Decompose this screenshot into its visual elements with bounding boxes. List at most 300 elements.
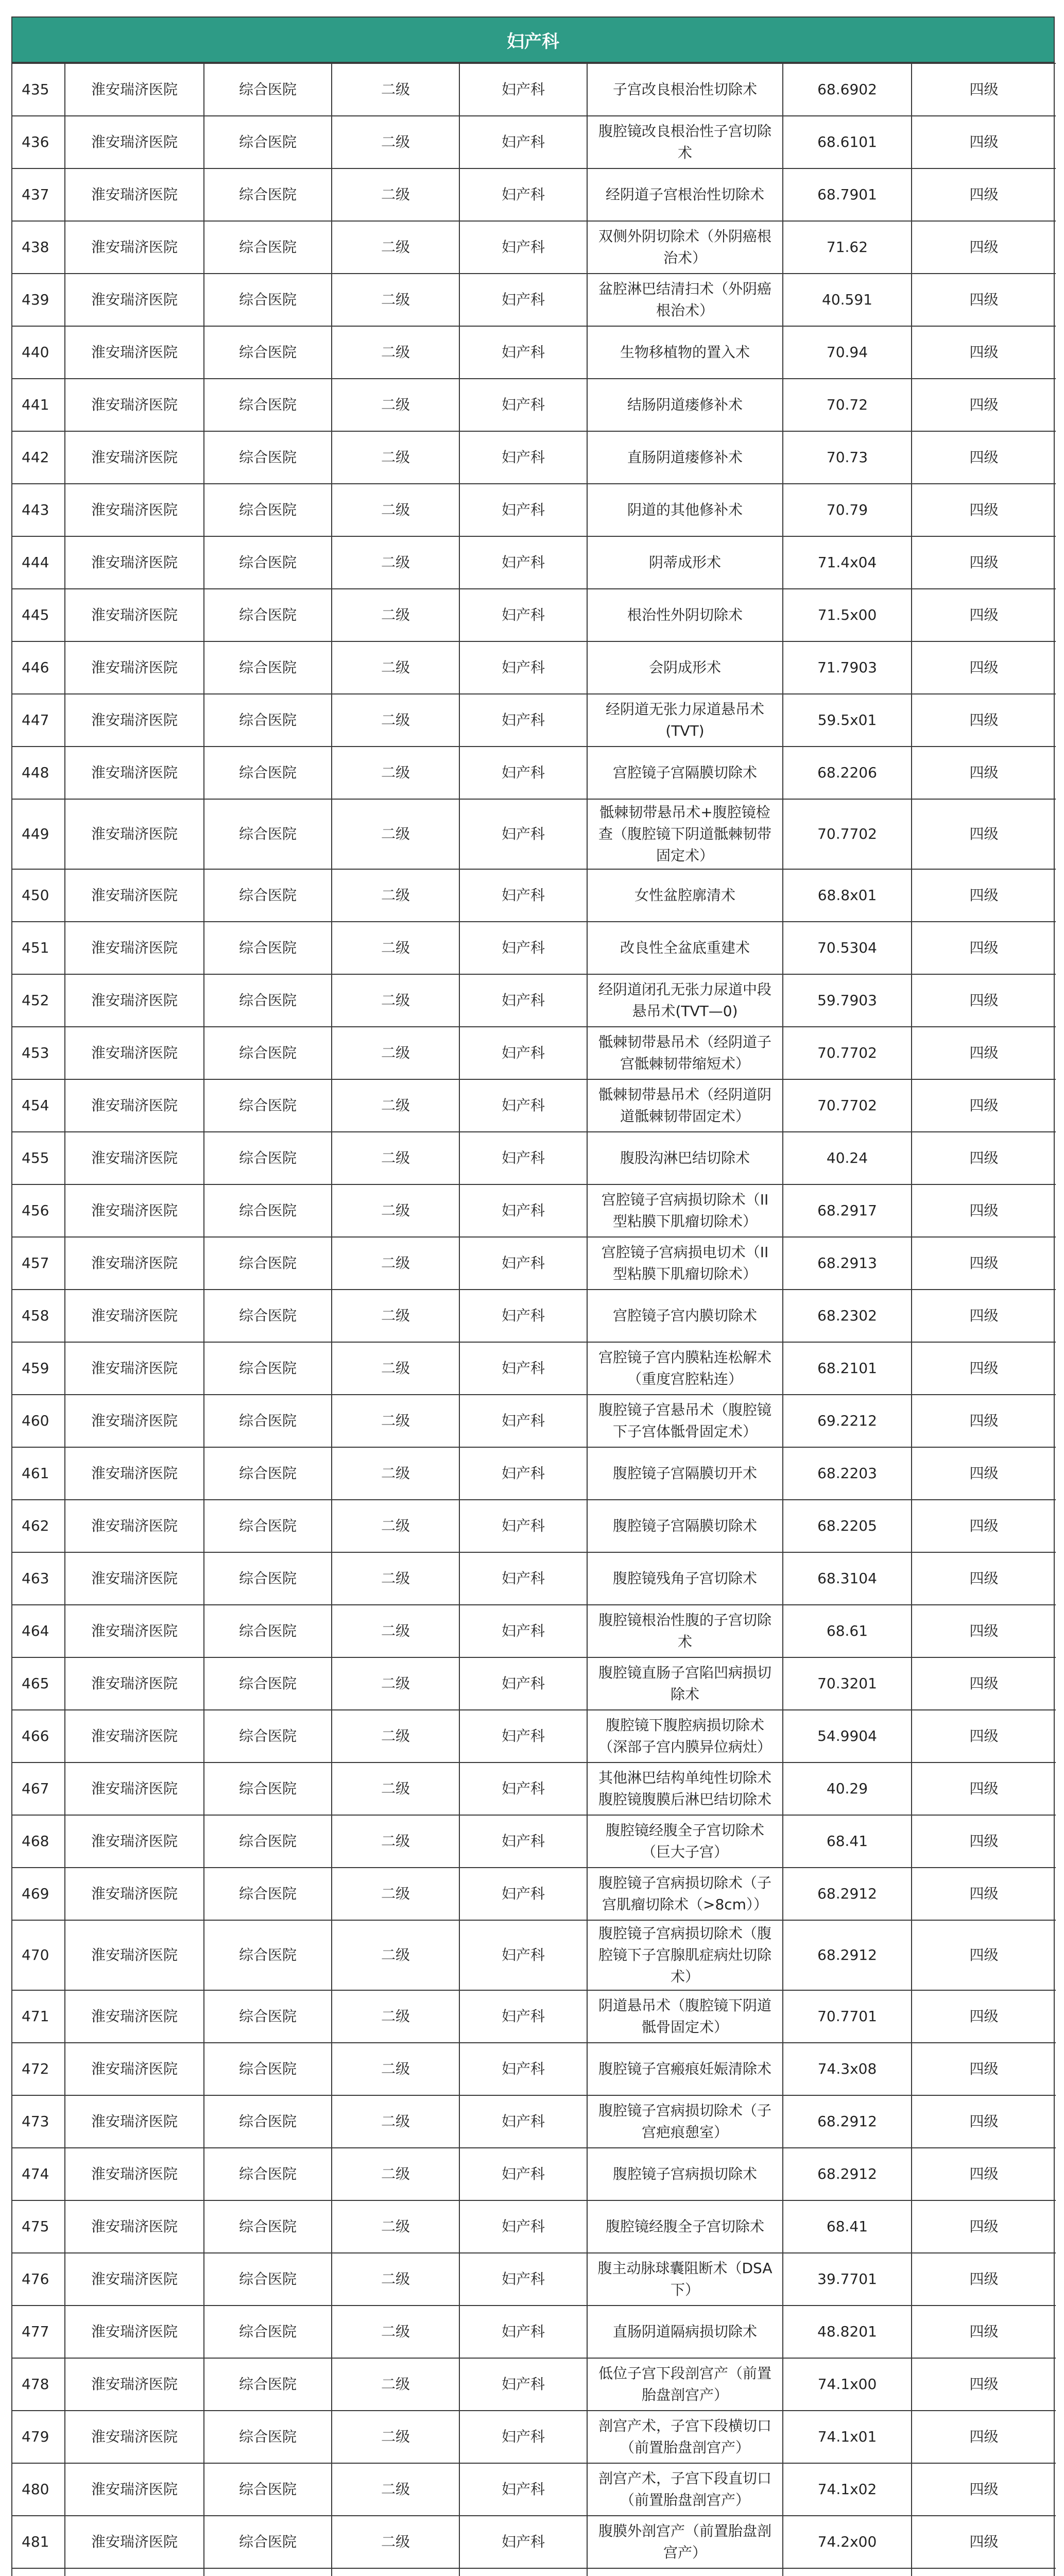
department-cell: 妇产科 [459, 589, 587, 641]
procedure-code-cell: 70.79 [783, 484, 912, 536]
hospital-type-cell: 综合医院 [204, 2095, 332, 2148]
hospital-type-cell: 综合医院 [204, 1920, 332, 1990]
row-number-cell: 443 [12, 484, 65, 536]
hospital-grade-cell: 二级 [332, 1184, 459, 1237]
department-cell: 妇产科 [459, 1184, 587, 1237]
procedure-name-cell: 腹腔镜残角子宫切除术 [587, 1552, 783, 1605]
hospital-name-cell: 淮安瑞济医院 [65, 379, 204, 431]
hospital-type-cell: 综合医院 [204, 694, 332, 747]
department-cell: 妇产科 [459, 1447, 587, 1500]
procedure-code-cell: 71.5x00 [783, 589, 912, 641]
table-row [12, 1027, 1056, 1079]
hospital-name-cell: 淮安瑞济医院 [65, 589, 204, 641]
procedure-code-cell: 40.591 [783, 274, 912, 326]
department-cell: 妇产科 [459, 2516, 587, 2568]
hospital-type-cell: 综合医院 [204, 1868, 332, 1920]
department-cell: 妇产科 [459, 1552, 587, 1605]
procedure-level-cell: 四级 [912, 1342, 1056, 1395]
procedure-level-cell: 四级 [912, 484, 1056, 536]
hospital-type-cell: 综合医院 [204, 431, 332, 484]
department-cell: 妇产科 [459, 1990, 587, 2043]
procedure-name-cell: 骶棘韧带悬吊术（经阴道子宫骶棘韧带缩短术） [587, 1027, 783, 1079]
table-row [12, 2200, 1056, 2253]
procedure-code-cell: 71.7903 [783, 641, 912, 694]
hospital-name-cell: 淮安瑞济医院 [65, 1605, 204, 1657]
row-number-cell: 477 [12, 2306, 65, 2358]
department-cell [459, 2568, 587, 2576]
procedure-name-cell: 阴道悬吊术（腹腔镜下阴道骶骨固定术） [587, 1990, 783, 2043]
department-cell: 妇产科 [459, 1762, 587, 1815]
department-cell: 妇产科 [459, 116, 587, 168]
row-number-cell: 436 [12, 116, 65, 168]
procedure-level-cell: 四级 [912, 1184, 1056, 1237]
procedure-name-cell: 结肠阴道瘘修补术 [587, 379, 783, 431]
procedure-level-cell: 四级 [912, 1500, 1056, 1552]
hospital-name-cell: 淮安瑞济医院 [65, 1815, 204, 1868]
table-row [12, 1868, 1056, 1920]
hospital-grade-cell: 二级 [332, 326, 459, 379]
procedure-level-cell: 四级 [912, 1237, 1056, 1290]
row-number-cell: 468 [12, 1815, 65, 1868]
row-number-cell [12, 2568, 65, 2576]
hospital-type-cell: 综合医院 [204, 1290, 332, 1342]
row-number-cell: 476 [12, 2253, 65, 2306]
procedure-name-cell: 腹腔镜经腹全子宫切除术（巨大子宫） [587, 1815, 783, 1868]
department-cell: 妇产科 [459, 922, 587, 974]
table-row [12, 1132, 1056, 1184]
row-number-cell: 462 [12, 1500, 65, 1552]
hospital-type-cell: 综合医院 [204, 168, 332, 221]
department-cell: 妇产科 [459, 694, 587, 747]
hospital-grade-cell: 二级 [332, 2516, 459, 2568]
hospital-type-cell: 综合医院 [204, 1027, 332, 1079]
procedure-code-cell: 70.5304 [783, 922, 912, 974]
table-row [12, 1605, 1056, 1657]
row-number-cell: 463 [12, 1552, 65, 1605]
hospital-grade-cell: 二级 [332, 1762, 459, 1815]
row-number-cell: 470 [12, 1920, 65, 1990]
hospital-grade-cell: 二级 [332, 799, 459, 869]
procedure-name-cell: 宫腔镜子宫内膜粘连松解术（重度宫腔粘连） [587, 1342, 783, 1395]
hospital-name-cell: 淮安瑞济医院 [65, 641, 204, 694]
hospital-grade-cell: 二级 [332, 379, 459, 431]
department-cell: 妇产科 [459, 799, 587, 869]
procedure-level-cell: 四级 [912, 2095, 1056, 2148]
hospital-type-cell: 综合医院 [204, 2463, 332, 2516]
procedure-name-cell: 腹腔镜子宫病损切除术（子宫疤痕憩室） [587, 2095, 783, 2148]
row-number-cell: 474 [12, 2148, 65, 2200]
hospital-type-cell: 综合医院 [204, 221, 332, 274]
procedure-level-cell: 四级 [912, 1990, 1056, 2043]
table-row [12, 2516, 1056, 2568]
hospital-grade-cell: 二级 [332, 1605, 459, 1657]
department-cell: 妇产科 [459, 2411, 587, 2463]
hospital-name-cell: 淮安瑞济医院 [65, 2463, 204, 2516]
hospital-type-cell: 综合医院 [204, 641, 332, 694]
row-number-cell: 475 [12, 2200, 65, 2253]
hospital-type-cell: 综合医院 [204, 1815, 332, 1868]
procedure-code-cell: 70.73 [783, 431, 912, 484]
procedure-code-cell: 68.2917 [783, 1184, 912, 1237]
procedure-name-cell: 阴蒂成形术 [587, 536, 783, 589]
table-row [12, 1920, 1056, 1990]
procedure-code-cell: 68.2302 [783, 1290, 912, 1342]
hospital-name-cell: 淮安瑞济医院 [65, 431, 204, 484]
hospital-type-cell: 综合医院 [204, 799, 332, 869]
row-number-cell: 481 [12, 2516, 65, 2568]
table-row [12, 274, 1056, 326]
procedure-code-cell: 74.3x08 [783, 2043, 912, 2095]
procedure-code-cell: 71.4x04 [783, 536, 912, 589]
row-number-cell: 454 [12, 1079, 65, 1132]
table-row [12, 1079, 1056, 1132]
department-cell: 妇产科 [459, 379, 587, 431]
procedure-name-cell: 直肠阴道隔病损切除术 [587, 2306, 783, 2358]
table-row [12, 536, 1056, 589]
row-number-cell: 440 [12, 326, 65, 379]
hospital-grade-cell: 二级 [332, 1132, 459, 1184]
hospital-grade-cell: 二级 [332, 1552, 459, 1605]
department-cell: 妇产科 [459, 1237, 587, 1290]
procedure-name-cell: 宫腔镜子宫内膜切除术 [587, 1290, 783, 1342]
table-row [12, 869, 1056, 922]
procedure-code-cell: 68.41 [783, 1815, 912, 1868]
procedure-level-cell: 四级 [912, 589, 1056, 641]
procedure-name-cell: 腹腔镜子宫瘢痕妊娠清除术 [587, 2043, 783, 2095]
procedure-name-cell: 其他淋巴结构单纯性切除术腹腔镜腹膜后淋巴结切除术 [587, 1762, 783, 1815]
department-cell: 妇产科 [459, 2043, 587, 2095]
hospital-name-cell: 淮安瑞济医院 [65, 2148, 204, 2200]
department-cell: 妇产科 [459, 326, 587, 379]
procedure-name-cell: 女性盆腔廓清术 [587, 869, 783, 922]
table-row [12, 1237, 1056, 1290]
table-row [12, 2043, 1056, 2095]
hospital-name-cell: 淮安瑞济医院 [65, 694, 204, 747]
procedure-name-cell: 骶棘韧带悬吊术+腹腔镜检查（腹腔镜下阴道骶棘韧带固定术） [587, 799, 783, 869]
hospital-name-cell: 淮安瑞济医院 [65, 922, 204, 974]
department-cell: 妇产科 [459, 63, 587, 116]
procedure-level-cell: 四级 [912, 1815, 1056, 1868]
hospital-name-cell: 淮安瑞济医院 [65, 1237, 204, 1290]
procedure-name-cell: 腹股沟淋巴结切除术 [587, 1132, 783, 1184]
procedure-level-cell: 四级 [912, 1447, 1056, 1500]
procedure-code-cell: 59.5x01 [783, 694, 912, 747]
row-number-cell: 447 [12, 694, 65, 747]
table-row [12, 326, 1056, 379]
table-row [12, 1990, 1056, 2043]
hospital-grade-cell: 二级 [332, 922, 459, 974]
hospital-name-cell: 淮安瑞济医院 [65, 2200, 204, 2253]
procedure-name-cell: 腹主动脉球囊阻断术（DSA下） [587, 2253, 783, 2306]
hospital-grade-cell: 二级 [332, 1342, 459, 1395]
hospital-type-cell: 综合医院 [204, 326, 332, 379]
procedure-name-cell: 宫腔镜子宫病损电切术（II型粘膜下肌瘤切除术） [587, 1237, 783, 1290]
row-number-cell: 458 [12, 1290, 65, 1342]
procedure-level-cell: 四级 [912, 379, 1056, 431]
table-row [12, 1500, 1056, 1552]
table-row [12, 379, 1056, 431]
table-row [12, 1342, 1056, 1395]
procedure-level-cell: 四级 [912, 1920, 1056, 1990]
row-number-cell: 442 [12, 431, 65, 484]
table-row [12, 2463, 1056, 2516]
department-cell: 妇产科 [459, 869, 587, 922]
row-number-cell: 456 [12, 1184, 65, 1237]
department-cell: 妇产科 [459, 2148, 587, 2200]
hospital-name-cell: 淮安瑞济医院 [65, 1920, 204, 1990]
row-number-cell: 471 [12, 1990, 65, 2043]
procedure-level-cell: 四级 [912, 1079, 1056, 1132]
hospital-type-cell: 综合医院 [204, 1395, 332, 1447]
row-number-cell: 466 [12, 1710, 65, 1762]
procedure-code-cell: 68.2101 [783, 1342, 912, 1395]
procedure-name-cell: 经阴道闭孔无张力尿道中段悬吊术(TVT—0) [587, 974, 783, 1027]
table-row [12, 1447, 1056, 1500]
procedure-code-cell: 40.24 [783, 1132, 912, 1184]
procedure-table [12, 63, 1056, 2576]
hospital-type-cell: 综合医院 [204, 922, 332, 974]
hospital-type-cell: 综合医院 [204, 2306, 332, 2358]
table-row [12, 221, 1056, 274]
hospital-name-cell: 淮安瑞济医院 [65, 536, 204, 589]
hospital-type-cell: 综合医院 [204, 1184, 332, 1237]
hospital-grade-cell: 二级 [332, 116, 459, 168]
department-cell: 妇产科 [459, 431, 587, 484]
procedure-code-cell: 68.6902 [783, 63, 912, 116]
procedure-level-cell: 四级 [912, 869, 1056, 922]
procedure-name-cell: 腹腔镜子宫病损切除术（腹腔镜下子宫腺肌症病灶切除术） [587, 1920, 783, 1990]
row-number-cell: 469 [12, 1868, 65, 1920]
row-number-cell: 452 [12, 974, 65, 1027]
procedure-code-cell: 70.72 [783, 379, 912, 431]
hospital-type-cell: 综合医院 [204, 116, 332, 168]
procedure-level-cell: 四级 [912, 641, 1056, 694]
procedure-code-cell: 59.7903 [783, 974, 912, 1027]
hospital-grade-cell: 二级 [332, 1500, 459, 1552]
row-number-cell: 460 [12, 1395, 65, 1447]
table-row [12, 694, 1056, 747]
procedure-level-cell: 四级 [912, 2043, 1056, 2095]
hospital-type-cell: 综合医院 [204, 1710, 332, 1762]
department-cell: 妇产科 [459, 274, 587, 326]
hospital-grade-cell: 二级 [332, 1710, 459, 1762]
hospital-name-cell: 淮安瑞济医院 [65, 326, 204, 379]
procedure-code-cell: 74.1x02 [783, 2463, 912, 2516]
hospital-type-cell: 综合医院 [204, 1500, 332, 1552]
hospital-grade-cell: 二级 [332, 1290, 459, 1342]
table-row [12, 2095, 1056, 2148]
row-number-cell: 451 [12, 922, 65, 974]
procedure-code-cell: 70.94 [783, 326, 912, 379]
procedure-code-cell: 68.2913 [783, 1237, 912, 1290]
procedure-level-cell: 四级 [912, 799, 1056, 869]
table-row [12, 974, 1056, 1027]
hospital-name-cell: 淮安瑞济医院 [65, 1184, 204, 1237]
hospital-type-cell: 综合医院 [204, 1605, 332, 1657]
hospital-name-cell: 淮安瑞济医院 [65, 869, 204, 922]
table-row [12, 1184, 1056, 1237]
procedure-code-cell: 74.1x00 [783, 2358, 912, 2411]
procedure-name-cell: 根治性外阴切除术 [587, 589, 783, 641]
table-row [12, 1657, 1056, 1710]
table-row [12, 2148, 1056, 2200]
procedure-name-cell: 子宫改良根治性切除术 [587, 63, 783, 116]
procedure-level-cell: 四级 [912, 1395, 1056, 1447]
hospital-name-cell: 淮安瑞济医院 [65, 63, 204, 116]
hospital-name-cell: 淮安瑞济医院 [65, 1447, 204, 1500]
procedure-code-cell: 54.9904 [783, 1710, 912, 1762]
department-cell: 妇产科 [459, 536, 587, 589]
hospital-name-cell: 淮安瑞济医院 [65, 1290, 204, 1342]
hospital-grade-cell: 二级 [332, 1079, 459, 1132]
hospital-grade-cell: 二级 [332, 1395, 459, 1447]
hospital-name-cell: 淮安瑞济医院 [65, 2358, 204, 2411]
hospital-grade-cell: 二级 [332, 431, 459, 484]
row-number-cell: 445 [12, 589, 65, 641]
procedure-level-cell: 四级 [912, 974, 1056, 1027]
hospital-name-cell: 淮安瑞济医院 [65, 274, 204, 326]
hospital-grade-cell: 二级 [332, 2411, 459, 2463]
procedure-level-cell: 四级 [912, 1868, 1056, 1920]
department-cell: 妇产科 [459, 2095, 587, 2148]
hospital-type-cell: 综合医院 [204, 274, 332, 326]
hospital-type-cell: 综合医院 [204, 1079, 332, 1132]
row-number-cell: 446 [12, 641, 65, 694]
department-cell: 妇产科 [459, 1868, 587, 1920]
procedure-name-cell: 腹腔镜直肠子宫陷凹病损切除术 [587, 1657, 783, 1710]
procedure-name-cell: 腹腔镜子宫病损切除术（子宫肌瘤切除术（>8cm）） [587, 1868, 783, 1920]
procedure-code-cell: 70.7701 [783, 1990, 912, 2043]
table-row [12, 747, 1056, 799]
procedure-level-cell: 四级 [912, 1290, 1056, 1342]
row-number-cell: 480 [12, 2463, 65, 2516]
procedure-level-cell: 四级 [912, 694, 1056, 747]
row-number-cell: 449 [12, 799, 65, 869]
procedure-name-cell: 骶棘韧带悬吊术（经阴道阴道骶棘韧带固定术） [587, 1079, 783, 1132]
procedure-name-cell: 盆腔淋巴结清扫术（外阴癌根治术） [587, 274, 783, 326]
department-cell: 妇产科 [459, 1395, 587, 1447]
procedure-code-cell: 68.2912 [783, 1920, 912, 1990]
procedure-code-cell: 68.2912 [783, 2095, 912, 2148]
hospital-name-cell: 淮安瑞济医院 [65, 116, 204, 168]
hospital-name-cell: 淮安瑞济医院 [65, 2516, 204, 2568]
procedure-code-cell: 74.1x01 [783, 2411, 912, 2463]
hospital-grade-cell: 二级 [332, 1237, 459, 1290]
procedure-level-cell: 四级 [912, 116, 1056, 168]
procedure-code-cell: 70.7702 [783, 799, 912, 869]
procedure-level-cell: 四级 [912, 1710, 1056, 1762]
table-row [12, 63, 1056, 116]
department-cell: 妇产科 [459, 1710, 587, 1762]
table-row [12, 2568, 1056, 2576]
hospital-name-cell: 淮安瑞济医院 [65, 2411, 204, 2463]
procedure-level-cell: 四级 [912, 221, 1056, 274]
table-row [12, 2253, 1056, 2306]
table-row [12, 2306, 1056, 2358]
hospital-type-cell: 综合医院 [204, 2516, 332, 2568]
procedure-level-cell: 四级 [912, 2148, 1056, 2200]
department-cell: 妇产科 [459, 747, 587, 799]
procedure-level-cell: 四级 [912, 747, 1056, 799]
hospital-grade-cell: 二级 [332, 1657, 459, 1710]
department-cell: 妇产科 [459, 1920, 587, 1990]
hospital-type-cell: 综合医院 [204, 63, 332, 116]
procedure-level-cell: 四级 [912, 2253, 1056, 2306]
procedure-level-cell: 四级 [912, 922, 1056, 974]
department-cell: 妇产科 [459, 974, 587, 1027]
hospital-grade-cell: 二级 [332, 2253, 459, 2306]
procedure-name-cell: 直肠阴道瘘修补术 [587, 431, 783, 484]
hospital-type-cell: 综合医院 [204, 1237, 332, 1290]
department-cell: 妇产科 [459, 1657, 587, 1710]
hospital-name-cell: 淮安瑞济医院 [65, 2253, 204, 2306]
department-cell: 妇产科 [459, 1132, 587, 1184]
hospital-grade-cell: 二级 [332, 2463, 459, 2516]
hospital-grade-cell: 二级 [332, 747, 459, 799]
row-number-cell: 461 [12, 1447, 65, 1500]
procedure-name-cell: 宫腔镜子宫隔膜切除术 [587, 747, 783, 799]
procedure-name-cell: 腹腔镜子宫悬吊术（腹腔镜下子宫体骶骨固定术） [587, 1395, 783, 1447]
table-row [12, 589, 1056, 641]
hospital-name-cell: 淮安瑞济医院 [65, 1079, 204, 1132]
row-number-cell: 441 [12, 379, 65, 431]
row-number-cell: 457 [12, 1237, 65, 1290]
procedure-level-cell [912, 2568, 1056, 2576]
hospital-grade-cell: 二级 [332, 1027, 459, 1079]
hospital-grade-cell: 二级 [332, 63, 459, 116]
procedure-name-cell: 宫腔镜子宫病损切除术（II型粘膜下肌瘤切除术） [587, 1184, 783, 1237]
procedure-code-cell: 70.3201 [783, 1657, 912, 1710]
hospital-name-cell: 淮安瑞济医院 [65, 1027, 204, 1079]
procedure-code-cell: 68.8x01 [783, 869, 912, 922]
procedure-level-cell: 四级 [912, 2200, 1056, 2253]
hospital-type-cell: 综合医院 [204, 2200, 332, 2253]
hospital-type-cell: 综合医院 [204, 1132, 332, 1184]
row-number-cell: 472 [12, 2043, 65, 2095]
hospital-grade-cell: 二级 [332, 1990, 459, 2043]
procedure-name-cell: 会阴成形术 [587, 641, 783, 694]
hospital-name-cell [65, 2568, 204, 2576]
hospital-type-cell: 综合医院 [204, 379, 332, 431]
hospital-name-cell: 淮安瑞济医院 [65, 1132, 204, 1184]
procedure-name-cell: 剖宫产术，子宫下段横切口（前置胎盘剖宫产） [587, 2411, 783, 2463]
hospital-grade-cell: 二级 [332, 1868, 459, 1920]
hospital-type-cell: 综合医院 [204, 747, 332, 799]
hospital-grade-cell: 二级 [332, 589, 459, 641]
table-row [12, 1710, 1056, 1762]
procedure-code-cell: 68.61 [783, 1605, 912, 1657]
hospital-grade-cell [332, 2568, 459, 2576]
hospital-type-cell [204, 2568, 332, 2576]
row-number-cell: 478 [12, 2358, 65, 2411]
row-number-cell: 479 [12, 2411, 65, 2463]
hospital-type-cell: 综合医院 [204, 1657, 332, 1710]
hospital-name-cell: 淮安瑞济医院 [65, 168, 204, 221]
procedure-name-cell: 双侧外阴切除术（外阴癌根治术） [587, 221, 783, 274]
hospital-name-cell: 淮安瑞济医院 [65, 1762, 204, 1815]
hospital-type-cell: 综合医院 [204, 1552, 332, 1605]
department-cell: 妇产科 [459, 2463, 587, 2516]
hospital-type-cell: 综合医院 [204, 2148, 332, 2200]
procedure-level-cell: 四级 [912, 168, 1056, 221]
hospital-grade-cell: 二级 [332, 536, 459, 589]
hospital-type-cell: 综合医院 [204, 869, 332, 922]
hospital-type-cell: 综合医院 [204, 2411, 332, 2463]
hospital-grade-cell: 二级 [332, 2148, 459, 2200]
procedure-level-cell: 四级 [912, 326, 1056, 379]
hospital-grade-cell: 二级 [332, 484, 459, 536]
procedure-name-cell: 腹膜外剖宫产（前置胎盘剖宫产） [587, 2516, 783, 2568]
